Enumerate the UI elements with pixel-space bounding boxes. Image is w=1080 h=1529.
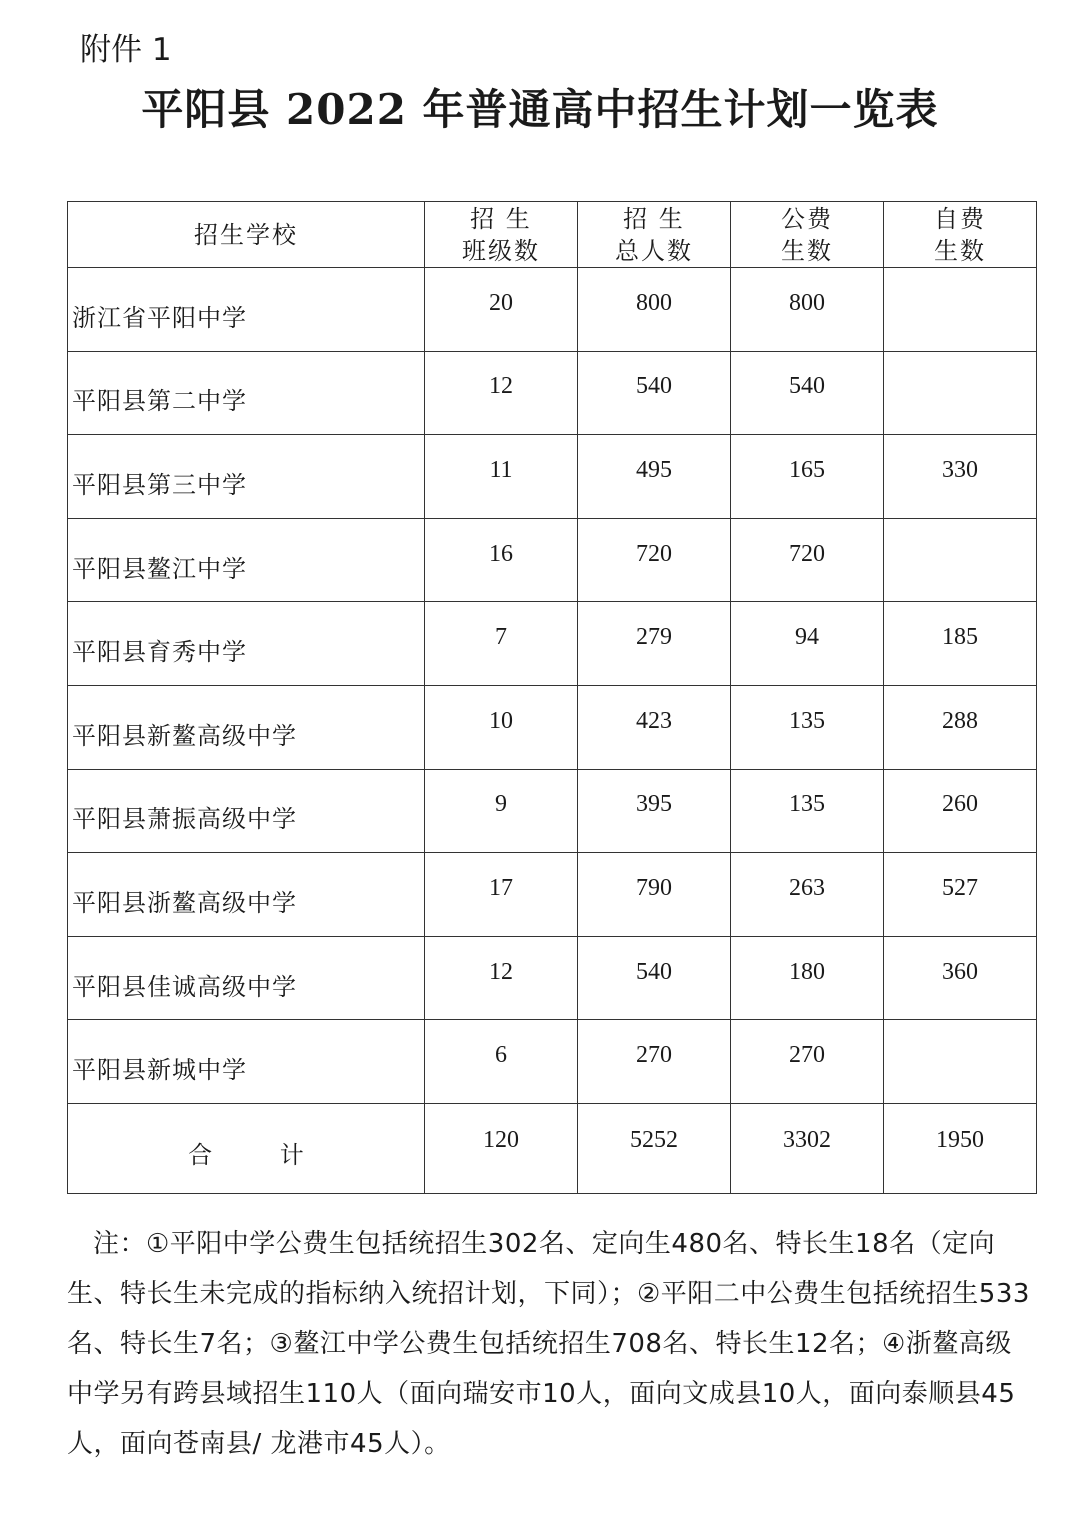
selfpay-cell — [884, 936, 1037, 1020]
classes-value: 12 — [489, 958, 513, 985]
document-title: 平阳县 2022 年普通高中招生计划一览表 — [141, 85, 939, 134]
school-name: 平阳县新城中学 — [72, 1056, 247, 1085]
total-cell — [578, 769, 731, 853]
table-row — [68, 518, 1037, 602]
header-selfpay — [884, 202, 1037, 268]
total-total-value: 5252 — [630, 1126, 678, 1153]
header-public — [731, 202, 884, 268]
school-name-cell — [68, 1020, 425, 1104]
selfpay-cell — [884, 685, 1037, 769]
table-row — [68, 435, 1037, 519]
school-name: 平阳县育秀中学 — [72, 638, 247, 667]
school-name: 平阳县第二中学 — [72, 387, 247, 416]
header-total-line2: 总人数 — [615, 236, 693, 265]
public-value: 135 — [789, 791, 825, 818]
total-value: 395 — [636, 791, 672, 818]
public-cell — [731, 351, 884, 435]
classes-cell — [425, 351, 578, 435]
table-row — [68, 769, 1037, 853]
public-value: 135 — [789, 707, 825, 734]
table-row — [68, 1020, 1037, 1104]
classes-value: 11 — [489, 456, 513, 483]
public-cell — [731, 769, 884, 853]
total-cell — [578, 853, 731, 937]
selfpay-value: 330 — [942, 456, 978, 483]
selfpay-cell — [884, 268, 1037, 352]
public-cell — [731, 518, 884, 602]
classes-cell — [425, 268, 578, 352]
total-value: 423 — [636, 707, 672, 734]
selfpay-cell — [884, 351, 1037, 435]
total-cell — [578, 602, 731, 686]
total-label-cell — [68, 1103, 425, 1193]
public-cell — [731, 936, 884, 1020]
public-value: 263 — [789, 874, 825, 901]
total-cell — [578, 685, 731, 769]
school-name: 平阳县浙鳌高级中学 — [72, 888, 297, 917]
selfpay-cell — [884, 853, 1037, 937]
public-value: 540 — [789, 373, 825, 400]
table-row — [68, 351, 1037, 435]
public-value: 94 — [795, 624, 819, 651]
classes-cell — [425, 853, 578, 937]
public-value: 165 — [789, 456, 825, 483]
public-cell — [731, 853, 884, 937]
classes-value: 7 — [495, 624, 507, 651]
public-cell — [731, 268, 884, 352]
classes-cell — [425, 435, 578, 519]
selfpay-cell — [884, 435, 1037, 519]
public-value: 800 — [789, 289, 825, 316]
total-value: 540 — [636, 373, 672, 400]
total-cell — [578, 936, 731, 1020]
total-cell — [578, 435, 731, 519]
header-public-line2: 生数 — [781, 236, 833, 265]
header-selfpay-line1: 自费 — [934, 204, 986, 233]
total-cell — [578, 268, 731, 352]
classes-cell — [425, 936, 578, 1020]
total-selfpay-cell — [884, 1103, 1037, 1193]
header-classes-line2: 班级数 — [462, 236, 540, 265]
school-name-cell — [68, 936, 425, 1020]
school-name-cell — [68, 435, 425, 519]
total-selfpay-value: 1950 — [936, 1126, 984, 1153]
classes-cell — [425, 518, 578, 602]
total-value: 800 — [636, 289, 672, 316]
total-value: 270 — [636, 1042, 672, 1069]
table-row — [68, 853, 1037, 937]
school-name-cell — [68, 268, 425, 352]
enrollment-plan-table — [67, 201, 1037, 1194]
table-row — [68, 685, 1037, 769]
school-name-cell — [68, 518, 425, 602]
selfpay-value: 288 — [942, 707, 978, 734]
header-public-line1: 公费 — [781, 204, 833, 233]
classes-value: 16 — [489, 540, 513, 567]
header-classes — [425, 202, 578, 268]
total-value: 790 — [636, 874, 672, 901]
school-name: 平阳县鳌江中学 — [72, 554, 247, 583]
header-school-label: 招生学校 — [194, 220, 298, 249]
total-classes-value: 120 — [483, 1126, 519, 1153]
total-row — [68, 1103, 1037, 1193]
total-label: 合 计 — [188, 1140, 334, 1169]
table-header-row — [68, 202, 1037, 268]
total-value: 279 — [636, 624, 672, 651]
total-cell — [578, 351, 731, 435]
total-value: 495 — [636, 456, 672, 483]
classes-value: 10 — [489, 707, 513, 734]
school-name-cell — [68, 685, 425, 769]
selfpay-value: 360 — [942, 958, 978, 985]
school-name: 平阳县新鳌高级中学 — [72, 721, 297, 750]
classes-value: 6 — [495, 1042, 507, 1069]
public-cell — [731, 435, 884, 519]
public-value: 720 — [789, 540, 825, 567]
selfpay-value: 527 — [942, 874, 978, 901]
notes-paragraph: 注：①平阳中学公费生包括统招生302名、定向生480名、特长生18名（定向生、特长生未完成的指标纳入统招计划，下同）；②平阳二中公费生包括统招生533名、特长生7名；③鳌江中学公费生包括统招生708名、特长生12名；④浙鳌高级中学另有跨县域招生110人（面向瑞安市10人，面向文成县10人，面向泰顺县45人，面向苍南县/ 龙港市45人）。 — [67, 1229, 1030, 1459]
classes-value: 9 — [495, 791, 507, 818]
school-name: 平阳县佳诚高级中学 — [72, 972, 297, 1001]
total-value: 720 — [636, 540, 672, 567]
table-row — [68, 602, 1037, 686]
public-cell — [731, 685, 884, 769]
public-cell — [731, 602, 884, 686]
header-selfpay-line2: 生数 — [934, 236, 986, 265]
school-name: 平阳县第三中学 — [72, 470, 247, 499]
header-school — [68, 202, 425, 268]
total-cell — [578, 1020, 731, 1104]
school-name-cell — [68, 769, 425, 853]
school-name-cell — [68, 351, 425, 435]
selfpay-cell — [884, 518, 1037, 602]
total-value: 540 — [636, 958, 672, 985]
selfpay-value: 185 — [942, 624, 978, 651]
table-row — [68, 936, 1037, 1020]
school-name: 平阳县萧振高级中学 — [72, 805, 297, 834]
selfpay-value: 260 — [942, 791, 978, 818]
total-public-value: 3302 — [783, 1126, 831, 1153]
selfpay-cell — [884, 769, 1037, 853]
public-value: 270 — [789, 1042, 825, 1069]
header-total-line1: 招 生 — [623, 204, 685, 233]
classes-value: 20 — [489, 289, 513, 316]
total-cell — [578, 518, 731, 602]
classes-cell — [425, 602, 578, 686]
school-name-cell — [68, 853, 425, 937]
selfpay-cell — [884, 1020, 1037, 1104]
attachment-label: 附件 1 — [80, 32, 172, 68]
school-name-cell — [68, 602, 425, 686]
classes-cell — [425, 685, 578, 769]
total-classes-cell — [425, 1103, 578, 1193]
total-total-cell — [578, 1103, 731, 1193]
header-classes-line1: 招 生 — [470, 204, 532, 233]
total-public-cell — [731, 1103, 884, 1193]
public-value: 180 — [789, 958, 825, 985]
classes-cell — [425, 769, 578, 853]
table-row — [68, 268, 1037, 352]
classes-value: 12 — [489, 373, 513, 400]
school-name: 浙江省平阳中学 — [72, 303, 247, 332]
classes-cell — [425, 1020, 578, 1104]
classes-value: 17 — [489, 874, 513, 901]
header-total — [578, 202, 731, 268]
public-cell — [731, 1020, 884, 1104]
selfpay-cell — [884, 602, 1037, 686]
